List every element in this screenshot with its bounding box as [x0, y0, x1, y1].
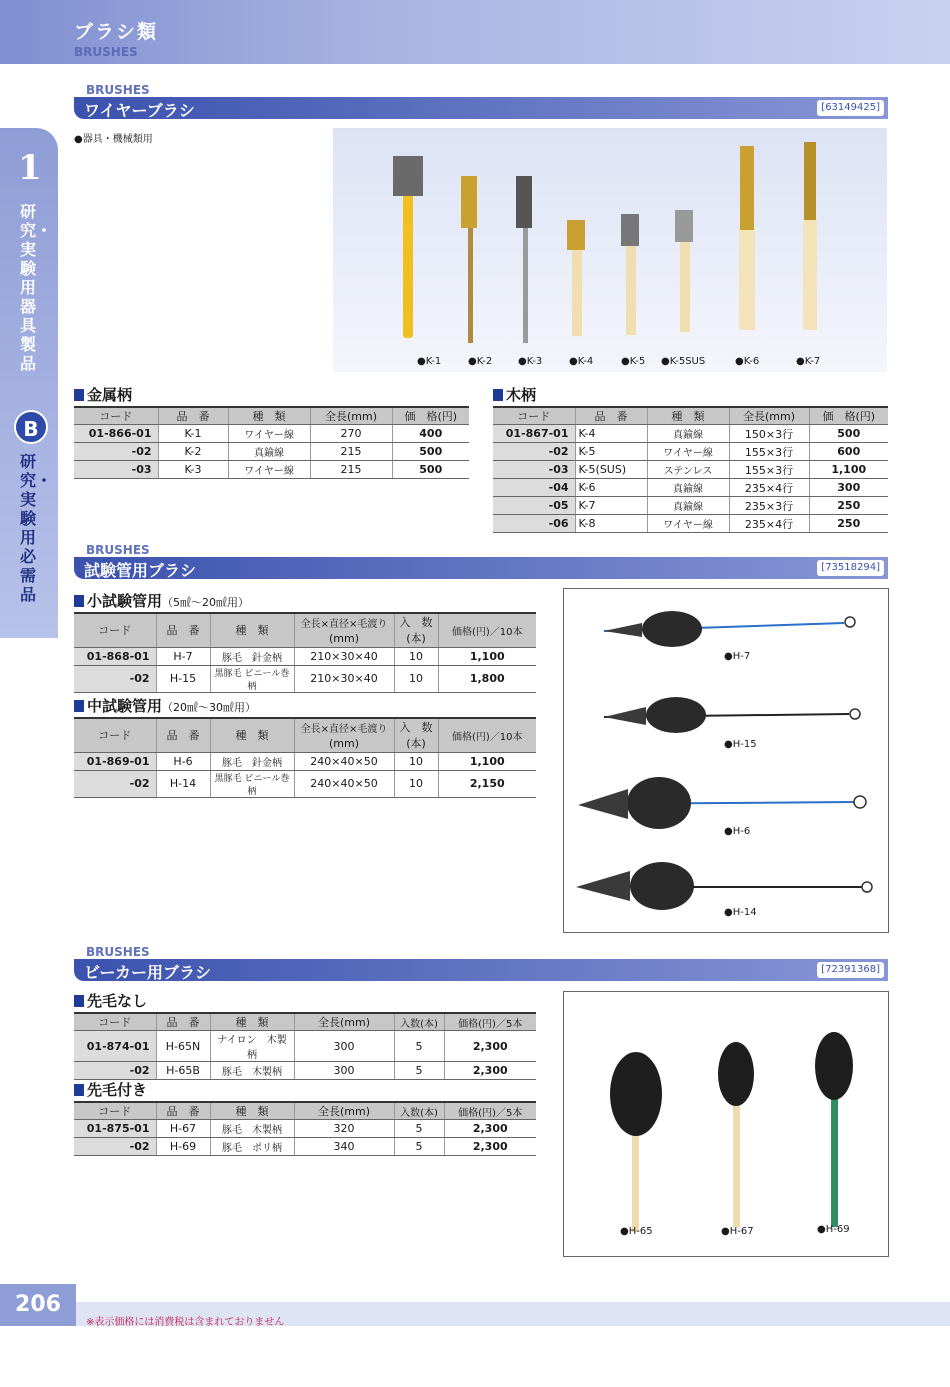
cell-part: K-4	[575, 425, 647, 443]
caption-h65: ●H-65	[620, 1226, 653, 1237]
brush-h14-tip	[576, 871, 630, 901]
no-tip-table	[74, 1012, 536, 1080]
brush-h7-loop	[845, 617, 855, 627]
cell-qty: 5	[394, 1120, 444, 1138]
col-part: 品 番	[156, 1013, 210, 1031]
table-row	[74, 1138, 536, 1156]
col-dimensions: 全長×直径×毛渡り	[294, 718, 394, 735]
brush-h69-head	[815, 1032, 853, 1100]
col-part: 品 番	[156, 613, 210, 647]
cell-length: 155×3行	[729, 461, 809, 479]
cell-code: -03	[493, 461, 575, 479]
cell-length: 150×3行	[729, 425, 809, 443]
brush-k3-handle	[523, 223, 528, 343]
cell-code: -03	[74, 461, 158, 479]
col-price: 価格(円)／5本	[444, 1102, 536, 1120]
caption-k7: ●K-7	[796, 356, 821, 367]
tube-section-bar	[74, 557, 888, 579]
cell-price: 1,100	[438, 647, 536, 665]
cell-type: ワイヤー線	[647, 515, 729, 533]
cell-code: -02	[74, 1138, 156, 1156]
cell-qty: 5	[394, 1031, 444, 1062]
table-row	[74, 752, 536, 770]
col-part: 品 番	[158, 407, 228, 425]
cell-part: H-65B	[156, 1062, 210, 1080]
cell-type: 豚毛 針金柄	[210, 647, 294, 665]
cell-qty: 10	[394, 752, 438, 770]
cell-code: -02	[74, 1062, 156, 1080]
col-dimensions-unit: (mm)	[294, 630, 394, 647]
table-row	[74, 443, 469, 461]
brush-k6-handle	[739, 228, 755, 330]
brush-h65-handle	[632, 1122, 639, 1232]
caption-k3: ●K-3	[518, 356, 543, 367]
metal-handle-table	[74, 406, 469, 479]
chapter-label: 研究・実験用器具製品	[20, 202, 53, 373]
col-length: 全長(mm)	[310, 407, 392, 425]
cell-code: -02	[74, 770, 156, 797]
caption-k6: ●K-6	[735, 356, 760, 367]
col-type: 種 類	[210, 1013, 294, 1031]
section-letter-badge: B	[14, 410, 48, 444]
cell-type: 真鍮線	[228, 443, 310, 461]
cell-type: 豚毛 木製柄	[210, 1120, 294, 1138]
col-price: 価格(円)／5本	[444, 1013, 536, 1031]
cell-code: 01-867-01	[493, 425, 575, 443]
tube-brush-illustration	[564, 589, 888, 932]
table-row	[74, 665, 536, 692]
col-length: 全長(mm)	[729, 407, 809, 425]
metal-handle-heading	[74, 384, 132, 405]
cell-length: 300	[294, 1062, 394, 1080]
col-dimensions-unit: (mm)	[294, 735, 394, 752]
wire-section-label: BRUSHES	[86, 83, 150, 97]
cell-length: 320	[294, 1120, 394, 1138]
cell-part: K-5(SUS)	[575, 461, 647, 479]
medium-tube-heading	[74, 695, 256, 716]
col-qty-unit: (本)	[394, 630, 438, 647]
wire-brush-photo	[333, 128, 887, 372]
table-row	[74, 461, 469, 479]
page-title: ブラシ類	[74, 21, 159, 43]
cell-part: K-5	[575, 443, 647, 461]
col-price: 価格(円)／10本	[438, 718, 536, 752]
cell-part: H-69	[156, 1138, 210, 1156]
brush-k7-head	[804, 142, 816, 220]
cell-type: 真鍮線	[647, 479, 729, 497]
cell-length: 340	[294, 1138, 394, 1156]
cell-price: 2,300	[444, 1062, 536, 1080]
cell-code: -04	[493, 479, 575, 497]
with-tip-table	[74, 1101, 536, 1156]
col-price: 価 格(円)	[392, 407, 469, 425]
brush-h6-tip	[578, 789, 628, 819]
with-tip-heading	[74, 1079, 147, 1100]
cell-code: 01-869-01	[74, 752, 156, 770]
col-part: 品 番	[156, 718, 210, 752]
cell-part: H-15	[156, 665, 210, 692]
cell-type: 豚毛 針金柄	[210, 752, 294, 770]
caption-h15: ●H-15	[724, 739, 757, 750]
cell-part: K-6	[575, 479, 647, 497]
cell-code: -02	[74, 443, 158, 461]
caption-h14: ●H-14	[724, 907, 757, 918]
col-price: 価 格(円)	[809, 407, 888, 425]
brush-h67-handle	[733, 1092, 740, 1227]
caption-h67: ●H-67	[721, 1226, 754, 1237]
col-qty: 入数(本)	[394, 1102, 444, 1120]
brush-k3-head	[516, 176, 532, 228]
caption-h6: ●H-6	[724, 826, 751, 837]
page-number: 206	[0, 1284, 76, 1326]
cell-length: 215	[310, 443, 392, 461]
table-row	[493, 425, 888, 443]
cell-dimensions: 240×40×50	[294, 752, 394, 770]
cell-price: 1,800	[438, 665, 536, 692]
caption-k1: ●K-1	[417, 356, 442, 367]
brush-k1-head	[393, 156, 423, 196]
col-dimensions: 全長×直径×毛渡り	[294, 613, 394, 630]
brush-h65-head	[610, 1052, 662, 1136]
col-type: 種 類	[210, 1102, 294, 1120]
cell-part: H-14	[156, 770, 210, 797]
cell-type: ナイロン 木製柄	[210, 1031, 294, 1062]
brush-h15-loop	[850, 709, 860, 719]
brush-h69-handle	[831, 1087, 838, 1227]
cell-code: 01-875-01	[74, 1120, 156, 1138]
col-type: 種 類	[647, 407, 729, 425]
col-qty-unit: (本)	[394, 735, 438, 752]
cell-dimensions: 210×30×40	[294, 647, 394, 665]
caption-k2: ●K-2	[468, 356, 493, 367]
brush-k5-handle	[626, 243, 636, 335]
section-label: 研究・実験用必需品	[20, 452, 53, 604]
cell-type: ワイヤー線	[228, 461, 310, 479]
medium-tube-title: 中試験管用	[87, 697, 163, 715]
table-row	[493, 461, 888, 479]
chapter-number: 1	[18, 148, 42, 188]
cell-dimensions: 210×30×40	[294, 665, 394, 692]
cell-type: ワイヤー線	[228, 425, 310, 443]
col-part: 品 番	[575, 407, 647, 425]
brush-h14-loop	[862, 882, 872, 892]
cell-code: -05	[493, 497, 575, 515]
cell-qty: 10	[394, 647, 438, 665]
cell-price: 2,150	[438, 770, 536, 797]
table-row	[493, 479, 888, 497]
col-qty: 入 数	[394, 613, 438, 630]
cell-price: 500	[809, 425, 888, 443]
cell-price: 250	[809, 515, 888, 533]
caption-h69: ●H-69	[817, 1224, 850, 1235]
table-row	[493, 515, 888, 533]
tax-note: ※表示価格には消費税は含まれておりません	[86, 1317, 285, 1328]
cell-price: 2,300	[444, 1138, 536, 1156]
table-row	[74, 1120, 536, 1138]
cell-dimensions: 240×40×50	[294, 770, 394, 797]
cell-price: 2,300	[444, 1031, 536, 1062]
cell-price: 500	[392, 443, 469, 461]
cell-type: ステンレス	[647, 461, 729, 479]
col-code: コード	[74, 1013, 156, 1031]
brush-k4-handle	[572, 248, 582, 336]
brush-k7-handle	[803, 218, 817, 330]
cell-qty: 5	[394, 1062, 444, 1080]
brush-h6-loop	[854, 796, 866, 808]
cell-part: K-3	[158, 461, 228, 479]
cell-length: 235×4行	[729, 479, 809, 497]
cell-part: K-1	[158, 425, 228, 443]
cell-price: 1,100	[438, 752, 536, 770]
cell-code: 01-874-01	[74, 1031, 156, 1062]
wire-section-code: [63149425]	[817, 100, 884, 116]
cell-length: 155×3行	[729, 443, 809, 461]
page-subtitle: BRUSHES	[74, 45, 138, 59]
caption-k5sus: ●K-5SUS	[661, 356, 706, 367]
tube-section-title: 試験管用ブラシ	[84, 561, 197, 580]
table-row	[74, 425, 469, 443]
cell-length: 235×4行	[729, 515, 809, 533]
table-row	[493, 497, 888, 515]
col-part: 品 番	[156, 1102, 210, 1120]
table-row	[74, 647, 536, 665]
table-row	[74, 1031, 536, 1062]
cell-type: 真鍮線	[647, 497, 729, 515]
cell-length: 215	[310, 461, 392, 479]
cell-qty: 5	[394, 1138, 444, 1156]
beaker-section-bar	[74, 959, 888, 981]
cell-qty: 10	[394, 770, 438, 797]
col-code: コード	[74, 407, 158, 425]
cell-price: 400	[392, 425, 469, 443]
cell-code: -02	[74, 665, 156, 692]
col-length: 全長(mm)	[294, 1013, 394, 1031]
brush-h7-head	[642, 611, 702, 647]
small-tube-note: （5㎖～20㎖用）	[162, 596, 250, 609]
brush-k6-head	[740, 146, 754, 230]
cell-code: -02	[493, 443, 575, 461]
col-length: 全長(mm)	[294, 1102, 394, 1120]
small-tube-heading	[74, 590, 249, 611]
cell-part: K-2	[158, 443, 228, 461]
wood-handle-table	[493, 406, 888, 533]
cell-part: H-65N	[156, 1031, 210, 1062]
cell-type: ワイヤー線	[647, 443, 729, 461]
cell-type: 黒豚毛 ビニール巻柄	[210, 770, 294, 797]
cell-part: K-7	[575, 497, 647, 515]
col-type: 種 類	[210, 718, 294, 752]
cell-part: K-8	[575, 515, 647, 533]
wood-handle-heading	[493, 384, 536, 405]
cell-price: 500	[392, 461, 469, 479]
caption-k4: ●K-4	[569, 356, 594, 367]
brush-k2-handle	[468, 223, 473, 343]
beaker-section-label: BRUSHES	[86, 945, 150, 959]
no-tip-heading	[74, 990, 147, 1011]
col-qty: 入数(本)	[394, 1013, 444, 1031]
brush-k1-handle	[403, 188, 413, 338]
cell-qty: 10	[394, 665, 438, 692]
medium-tube-table	[74, 717, 536, 798]
wire-usage-note: ●器具・機械類用	[74, 134, 153, 145]
beaker-section-title: ビーカー用ブラシ	[84, 963, 212, 982]
cell-type: 豚毛 ポリ柄	[210, 1138, 294, 1156]
col-qty: 入 数	[394, 718, 438, 735]
brush-h15-tip	[604, 707, 646, 725]
cell-length: 270	[310, 425, 392, 443]
cell-price: 2,300	[444, 1120, 536, 1138]
col-price: 価格(円)／10本	[438, 613, 536, 647]
small-tube-title: 小試験管用	[87, 592, 163, 610]
cell-part: H-7	[156, 647, 210, 665]
caption-k5: ●K-5	[621, 356, 646, 367]
brush-k2-head	[461, 176, 477, 228]
no-tip-title: 先毛なし	[87, 992, 148, 1010]
tube-brush-panel	[563, 588, 889, 933]
col-code: コード	[74, 613, 156, 647]
wood-handle-title: 木柄	[506, 386, 537, 404]
medium-tube-note: （20㎖～30㎖用）	[162, 701, 257, 714]
tube-section-label: BRUSHES	[86, 543, 150, 557]
brush-h14-head	[630, 862, 694, 910]
tube-section-code: [73518294]	[817, 560, 884, 576]
caption-h7: ●H-7	[724, 651, 751, 662]
brush-k4-head	[567, 220, 585, 250]
beaker-brush-illustration	[564, 992, 888, 1256]
cell-type: 黒豚毛 ビニール巻柄	[210, 665, 294, 692]
cell-type: 真鍮線	[647, 425, 729, 443]
brush-h67-head	[718, 1042, 754, 1106]
table-row	[74, 1062, 536, 1080]
table-row	[74, 770, 536, 797]
with-tip-title: 先毛付き	[87, 1081, 148, 1099]
wire-section-bar	[74, 97, 888, 119]
cell-length: 235×3行	[729, 497, 809, 515]
table-row	[493, 443, 888, 461]
brush-k5-head	[621, 214, 639, 246]
cell-price: 250	[809, 497, 888, 515]
cell-code: -06	[493, 515, 575, 533]
wire-brush-illustration	[333, 128, 887, 372]
col-code: コード	[74, 718, 156, 752]
brush-k5sus-head	[675, 210, 693, 242]
wire-section-title: ワイヤーブラシ	[84, 101, 195, 120]
brush-h6-head	[627, 777, 691, 829]
col-code: コード	[74, 1102, 156, 1120]
cell-code: 01-866-01	[74, 425, 158, 443]
brush-k5sus-handle	[680, 240, 690, 332]
col-code: コード	[493, 407, 575, 425]
cell-price: 600	[809, 443, 888, 461]
cell-price: 300	[809, 479, 888, 497]
col-type: 種 類	[228, 407, 310, 425]
cell-type: 豚毛 木製柄	[210, 1062, 294, 1080]
beaker-brush-panel	[563, 991, 889, 1257]
cell-part: H-6	[156, 752, 210, 770]
cell-part: H-67	[156, 1120, 210, 1138]
col-type: 種 類	[210, 613, 294, 647]
small-tube-table	[74, 612, 536, 693]
brush-h7-tip	[604, 623, 642, 637]
cell-price: 1,100	[809, 461, 888, 479]
beaker-section-code: [72391368]	[817, 962, 884, 978]
brush-h15-head	[646, 697, 706, 733]
metal-handle-title: 金属柄	[87, 386, 133, 404]
cell-length: 300	[294, 1031, 394, 1062]
cell-code: 01-868-01	[74, 647, 156, 665]
